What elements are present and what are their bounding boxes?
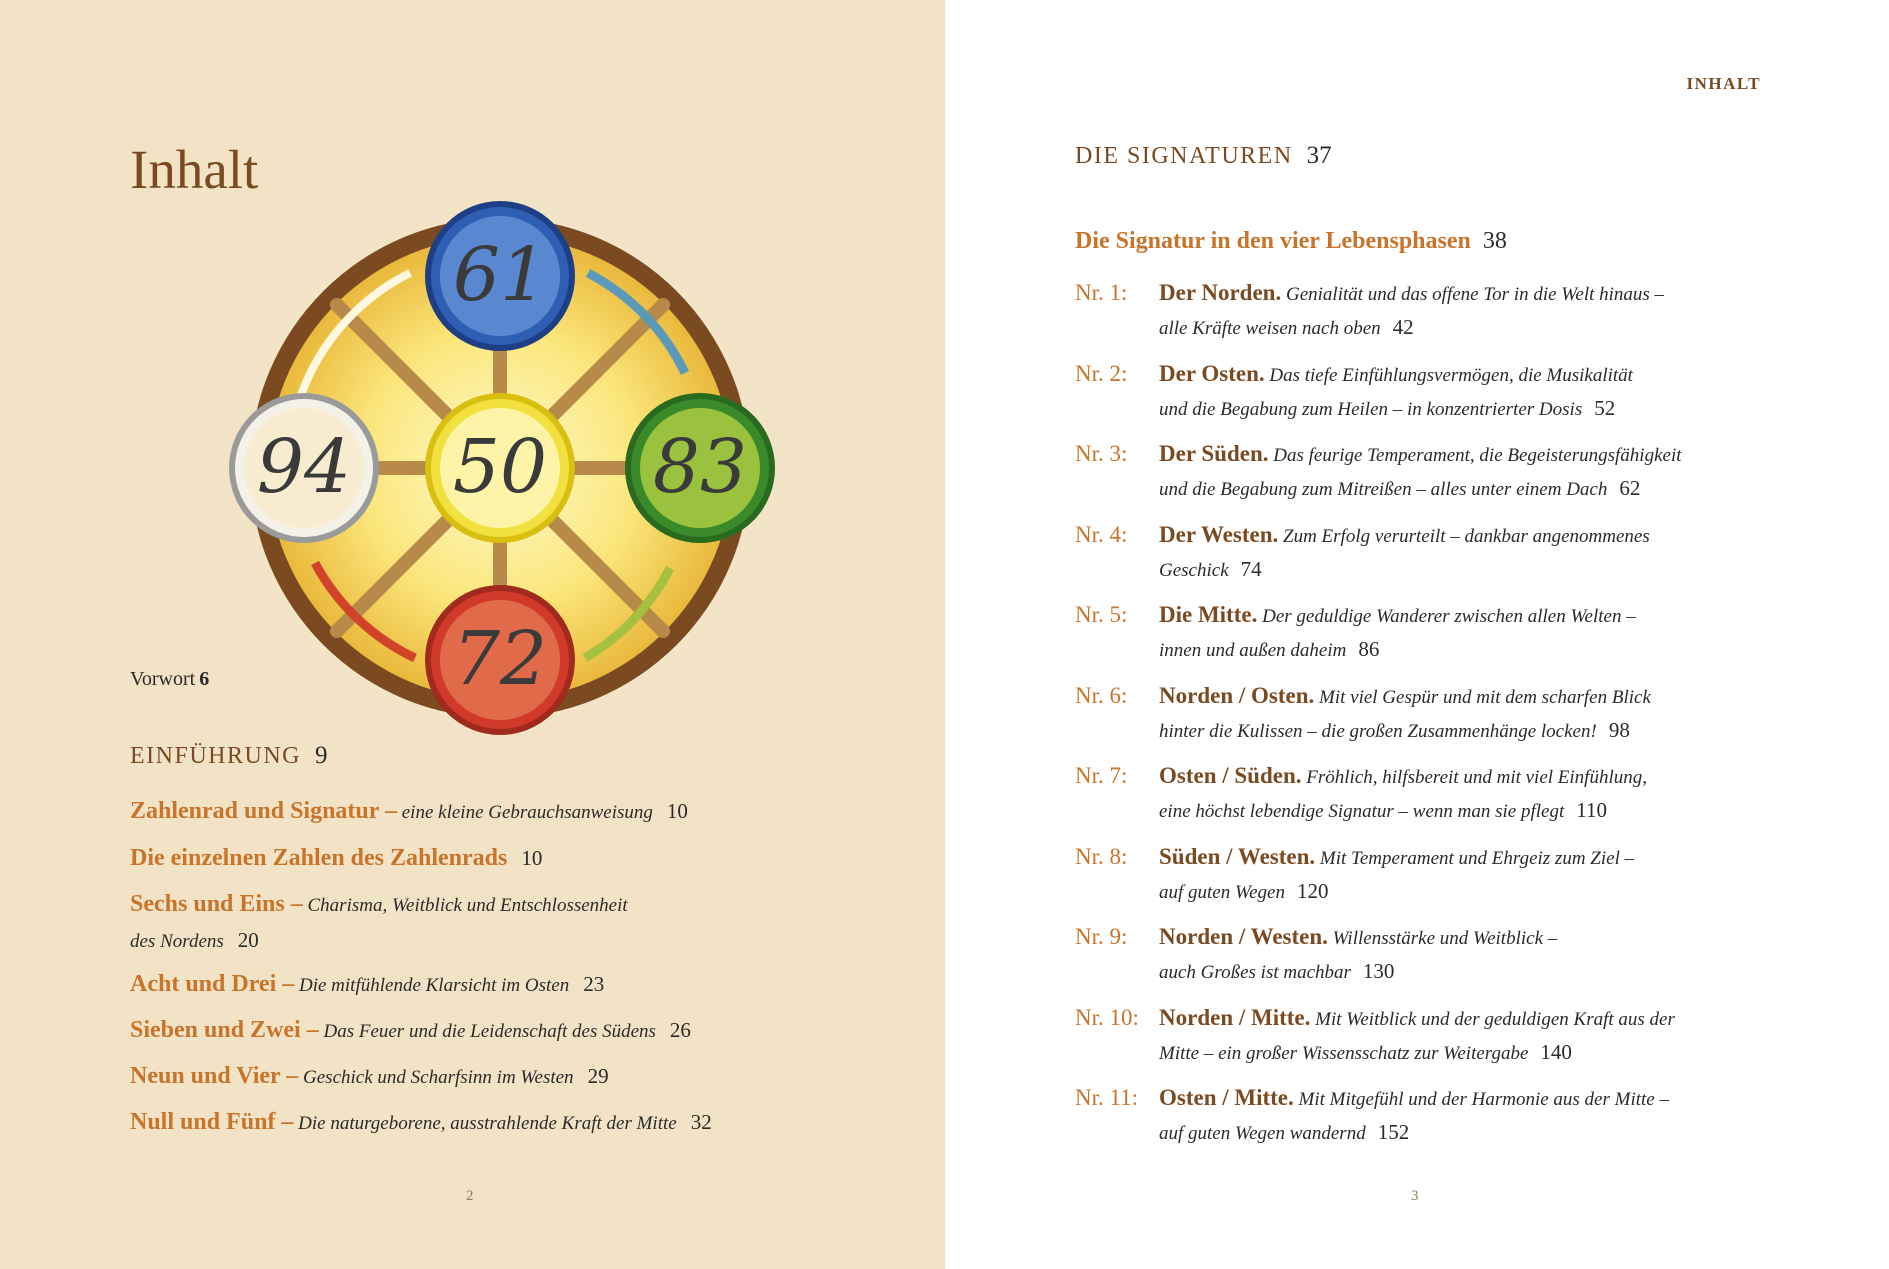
signature-entry [1075, 1081, 1795, 1150]
entry-page: 140 [1540, 1040, 1572, 1064]
vorwort-entry [130, 668, 209, 691]
wheel-number-center [428, 396, 572, 540]
toc-entry [130, 1105, 712, 1141]
signature-entry [1075, 518, 1795, 587]
entry-page: 23 [583, 972, 605, 996]
svg-text:94: 94 [256, 424, 352, 510]
signature-entry [1075, 840, 1795, 909]
signature-entry [1075, 437, 1795, 506]
entry-title: Osten / Süden. [1159, 763, 1302, 788]
entry-number: Nr. 3: [1075, 441, 1128, 466]
entry-page: 120 [1296, 879, 1329, 903]
wheel-number-north [428, 204, 572, 348]
entry-subtitle-cont: auch Großes ist machbar [1159, 962, 1351, 983]
toc-entry [130, 794, 688, 830]
toc-entry [130, 967, 604, 1003]
entry-subtitle-cont: Geschick [1159, 560, 1229, 581]
entry-title: Norden / Osten. [1159, 683, 1315, 708]
signature-entry [1075, 679, 1795, 748]
entry-title: Zahlenrad und Signatur – [130, 798, 397, 824]
entry-number: Nr. 10: [1075, 1005, 1139, 1030]
entry-title: Die einzelnen Zahlen des Zahlenrads [130, 845, 508, 871]
toc-entry [130, 1059, 609, 1095]
entry-subtitle: Fröhlich, hilfsbereit und mit viel Einfühlung, [1306, 767, 1647, 788]
entry-page: 20 [237, 928, 259, 952]
entry-subtitle-cont: innen und außen daheim [1159, 640, 1347, 661]
svg-text:50: 50 [452, 424, 548, 510]
entry-page: 130 [1362, 959, 1395, 983]
number-wheel-illustration [220, 188, 780, 748]
wheel-number-east [628, 396, 772, 540]
einfuehrung-title: EINFÜHRUNG [130, 743, 301, 769]
entry-number: Nr. 6: [1075, 683, 1128, 708]
signature-entry [1075, 759, 1795, 828]
entry-title: Null und Fünf – [130, 1109, 294, 1135]
entry-subtitle: Das feurige Temperament, die Begeisterungsfähigkeit [1273, 445, 1682, 466]
signaturen-heading [1075, 142, 1332, 170]
toc-entry [130, 1013, 691, 1049]
entry-number: Nr. 5: [1075, 602, 1128, 627]
entry-title: Norden / Mitte. [1159, 1005, 1311, 1030]
entry-title: Neun und Vier – [130, 1063, 299, 1089]
entry-number: Nr. 11: [1075, 1085, 1139, 1110]
entry-page: 10 [521, 846, 543, 870]
entry-subtitle-cont: auf guten Wegen [1159, 882, 1285, 903]
einfuehrung-page: 9 [315, 742, 328, 769]
signature-entry [1075, 357, 1795, 426]
entry-number: Nr. 4: [1075, 522, 1128, 547]
entry-title: Der Süden. [1159, 441, 1269, 466]
running-head: INHALT [1686, 74, 1761, 93]
vorwort-page: 6 [199, 668, 210, 690]
entry-title: Osten / Mitte. [1159, 1085, 1294, 1110]
entry-page: 42 [1392, 315, 1414, 339]
entry-number: Nr. 1: [1075, 280, 1128, 305]
entry-subtitle: Geschick und Scharfsinn im Westen [303, 1067, 574, 1088]
entry-title: Acht und Drei – [130, 971, 295, 997]
entry-subtitle: Der geduldige Wanderer zwischen allen Welten – [1262, 606, 1636, 627]
page-number: 2 [466, 1188, 474, 1204]
einfuehrung-heading [130, 742, 328, 770]
entry-page: 110 [1576, 798, 1607, 822]
entry-title: Die Mitte. [1159, 602, 1258, 627]
entry-title: Der Osten. [1159, 361, 1265, 386]
entry-subtitle: Genialität und das offene Tor in die Welt hinaus – [1285, 284, 1665, 305]
entry-number: Nr. 9: [1075, 924, 1128, 949]
wheel-number-south [428, 588, 572, 732]
entry-subtitle: Mit Temperament und Ehrgeiz zum Ziel – [1319, 848, 1635, 869]
lebensphasen-page: 38 [1482, 228, 1507, 254]
page-title: Inhalt [130, 139, 259, 200]
entry-title: Der Norden. [1159, 280, 1282, 305]
entry-subtitle-cont: auf guten Wegen wandernd [1159, 1123, 1366, 1144]
svg-text:61: 61 [452, 232, 548, 318]
svg-text:72: 72 [452, 616, 548, 702]
signaturen-page: 37 [1306, 142, 1332, 169]
entry-subtitle: Zum Erfolg verurteilt – dankbar angenommenes [1283, 526, 1650, 547]
lebensphasen-entry [1075, 228, 1507, 255]
entry-subtitle-cont: eine höchst lebendige Signatur – wenn man sie pflegt [1159, 801, 1565, 822]
svg-text:83: 83 [652, 424, 748, 510]
entry-subtitle-cont: des Nordens [130, 931, 224, 952]
signature-entry [1075, 1001, 1795, 1070]
entry-subtitle-cont: und die Begabung zum Heilen – in konzentrierter Dosis [1159, 399, 1583, 420]
entry-title: Der Westen. [1159, 522, 1279, 547]
entry-subtitle-cont: hinter die Kulissen – die großen Zusammenhänge locken! [1159, 721, 1597, 742]
signature-entry [1075, 920, 1795, 989]
toc-entry [130, 887, 628, 959]
entry-page: 26 [669, 1018, 691, 1042]
entry-title: Süden / Westen. [1159, 844, 1316, 869]
entry-page: 98 [1608, 718, 1630, 742]
entry-subtitle: Willensstärke und Weitblick – [1332, 928, 1558, 949]
entry-number: Nr. 7: [1075, 763, 1128, 788]
toc-entry [130, 841, 542, 877]
right-page [945, 0, 1889, 1269]
entry-subtitle: Mit viel Gespür und mit dem scharfen Blick [1319, 687, 1651, 708]
entry-page: 86 [1358, 637, 1380, 661]
entry-subtitle: Die mitfühlende Klarsicht im Osten [299, 975, 570, 996]
entry-page: 152 [1377, 1120, 1410, 1144]
lebensphasen-label: Die Signatur in den vier Lebensphasen [1075, 228, 1471, 254]
signature-entry [1075, 598, 1795, 667]
entry-subtitle: Charisma, Weitblick und Entschlossenheit [307, 895, 628, 916]
entry-subtitle-cont: alle Kräfte weisen nach oben [1159, 318, 1381, 339]
entry-subtitle: Das tiefe Einfühlungsvermögen, die Musikalität [1269, 365, 1633, 386]
entry-subtitle: Mit Mitgefühl und der Harmonie aus der Mitte – [1298, 1089, 1669, 1110]
entry-page: 62 [1619, 476, 1641, 500]
entry-page: 52 [1594, 396, 1616, 420]
signaturen-title: DIE SIGNATUREN [1075, 143, 1293, 169]
entry-page: 29 [587, 1064, 609, 1088]
entry-number: Nr. 2: [1075, 361, 1128, 386]
entry-number: Nr. 8: [1075, 844, 1128, 869]
entry-page: 74 [1240, 557, 1262, 581]
entry-title: Norden / Westen. [1159, 924, 1328, 949]
entry-subtitle: Die naturgeborene, ausstrahlende Kraft der Mitte [298, 1113, 677, 1134]
entry-title: Sechs und Eins – [130, 891, 303, 917]
page-number: 3 [1411, 1188, 1419, 1204]
entry-title: Sieben und Zwei – [130, 1017, 319, 1043]
entry-subtitle: eine kleine Gebrauchsanweisung [401, 802, 653, 823]
entry-subtitle-cont: Mitte – ein großer Wissensschatz zur Weitergabe [1159, 1043, 1529, 1064]
vorwort-label: Vorwort [130, 668, 196, 690]
wheel-number-west [232, 396, 376, 540]
entry-subtitle-cont: und die Begabung zum Mitreißen – alles unter einem Dach [1159, 479, 1608, 500]
entry-page: 10 [666, 799, 688, 823]
signature-entry [1075, 276, 1795, 345]
entry-subtitle: Mit Weitblick und der geduldigen Kraft aus der [1315, 1009, 1675, 1030]
entry-page: 32 [690, 1110, 712, 1134]
entry-subtitle: Das Feuer und die Leidenschaft des Südens [323, 1021, 656, 1042]
